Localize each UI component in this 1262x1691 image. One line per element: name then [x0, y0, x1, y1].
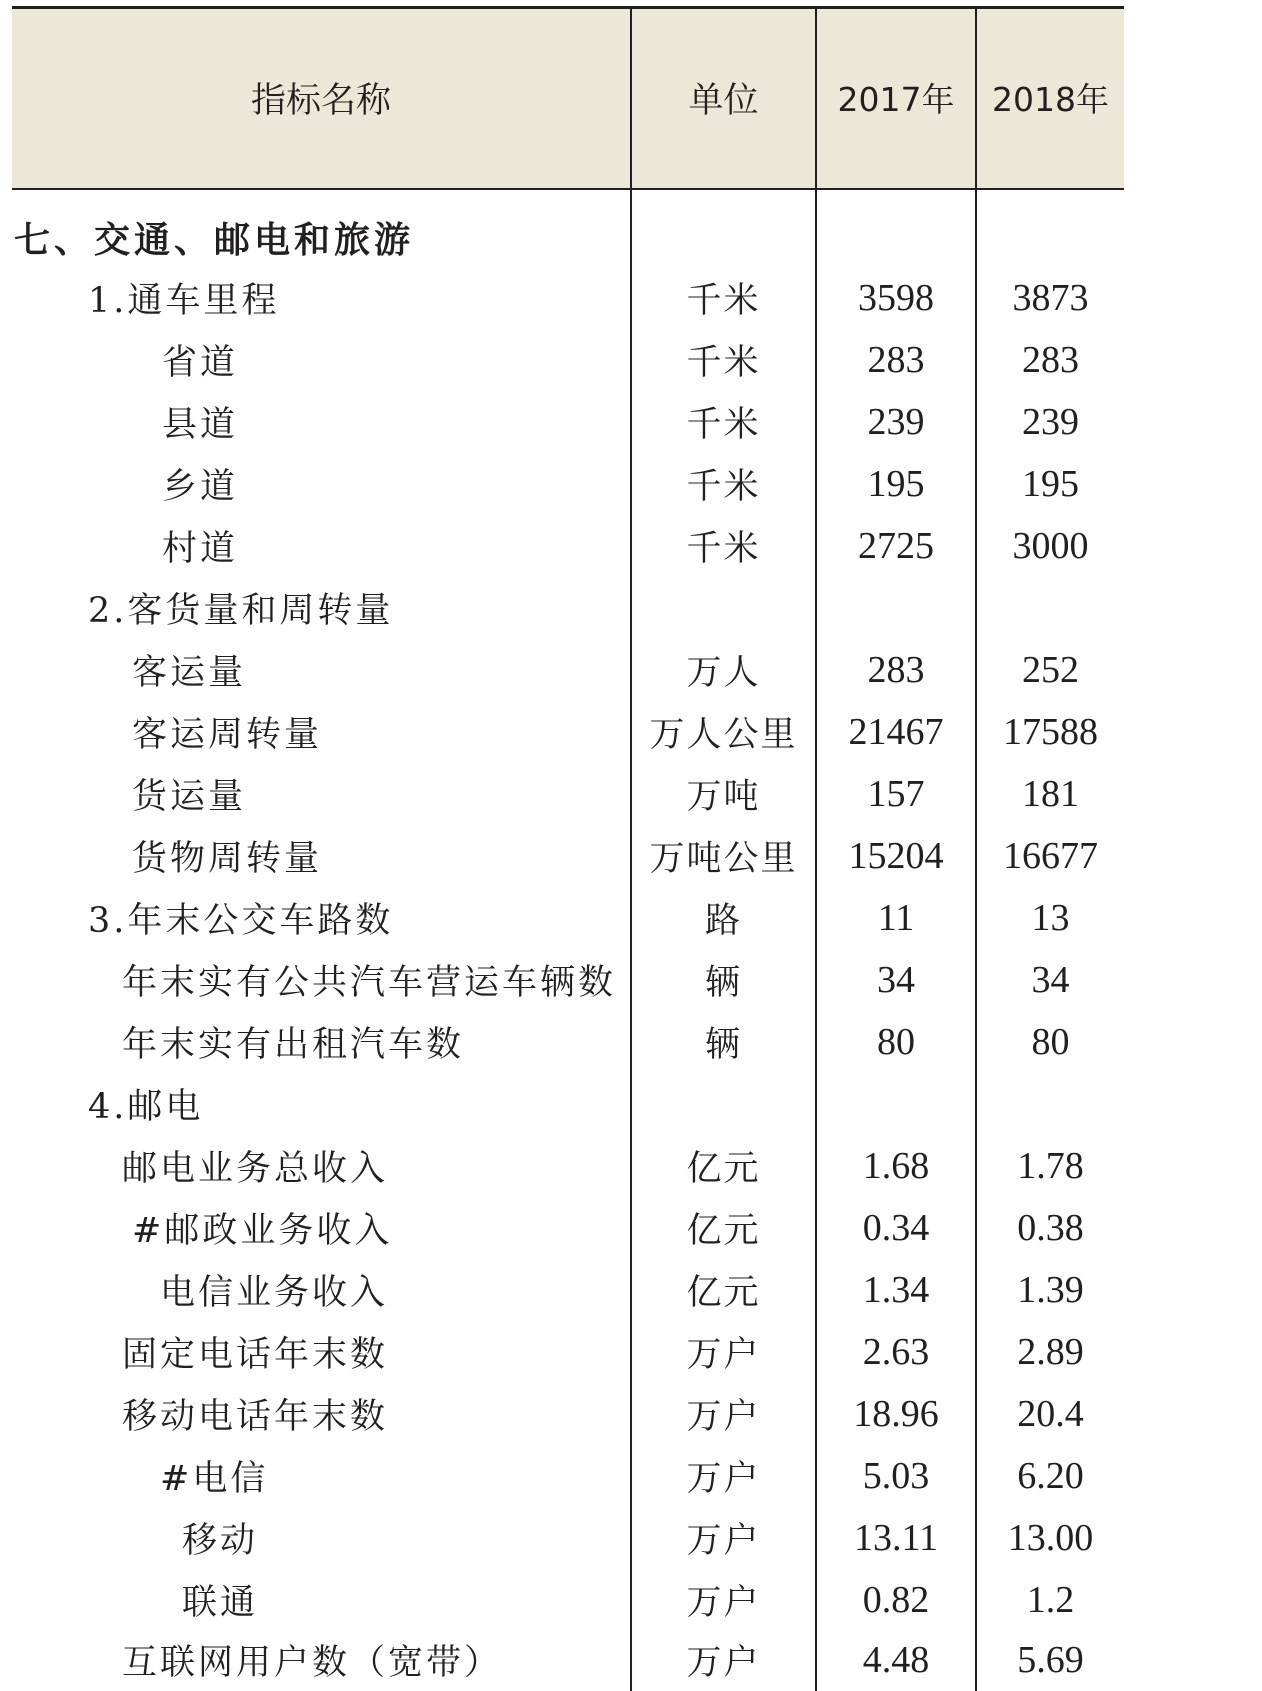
row-value-2017: 2.63 — [862, 1331, 930, 1373]
row-value-2018: 13 — [1031, 897, 1070, 939]
row-value-2017: 18.96 — [853, 1393, 939, 1435]
row-name: 县道 — [162, 405, 239, 445]
row-value-2017: 80 — [877, 1021, 915, 1063]
table-row — [12, 825, 1124, 887]
row-value-2018: 283 — [1022, 339, 1079, 381]
row-value-2017: 1.68 — [862, 1145, 930, 1187]
row-name: #邮政业务收入 — [132, 1211, 393, 1251]
row-unit: 万人公里 — [649, 715, 798, 755]
row-value-2018 — [977, 206, 1124, 268]
row-name: 2.客货量和周转量 — [88, 591, 394, 631]
row-value-2018: 6.20 — [1017, 1455, 1084, 1497]
row-unit: 万户 — [686, 1335, 761, 1375]
table-row — [12, 1011, 1124, 1073]
table-row-section — [12, 206, 1124, 268]
table-row — [12, 1073, 1124, 1135]
row-value-2017: 0.82 — [862, 1579, 930, 1621]
row-name: 移动 — [182, 1521, 259, 1561]
table-row — [12, 1569, 1124, 1631]
header-year-2018: 2018年 — [992, 80, 1109, 119]
table-row — [12, 1321, 1124, 1383]
row-unit: 万人 — [686, 653, 761, 693]
row-name: 货物周转量 — [132, 839, 323, 879]
row-unit: 万户 — [686, 1583, 761, 1623]
row-unit: 万吨 — [686, 777, 761, 817]
table-row — [12, 1507, 1124, 1569]
row-name: 邮电业务总收入 — [122, 1149, 389, 1189]
table-header-bottom-rule — [12, 188, 1124, 190]
row-value-2018: 5.69 — [1017, 1639, 1084, 1681]
row-unit: 万户 — [686, 1459, 761, 1499]
row-value-2017: 2725 — [858, 525, 934, 567]
row-name: 3.年末公交车路数 — [88, 901, 394, 941]
row-value-2017: 5.03 — [862, 1455, 930, 1497]
row-unit: 千米 — [686, 529, 761, 569]
table-row — [12, 1629, 1124, 1691]
row-value-2018: 13.00 — [1007, 1517, 1094, 1559]
row-name: 货运量 — [132, 777, 247, 817]
row-name: 互联网用户数（宽带） — [122, 1643, 503, 1683]
row-name: 4.邮电 — [88, 1087, 204, 1127]
row-unit: 亿元 — [686, 1149, 761, 1189]
row-value-2017: 11 — [877, 897, 915, 939]
table-row — [12, 391, 1124, 453]
row-unit: 万户 — [686, 1643, 761, 1683]
row-name: 电信业务收入 — [160, 1273, 389, 1313]
row-value-2018: 16677 — [1003, 835, 1098, 877]
row-value-2017: 283 — [867, 339, 925, 381]
row-value-2018: 3873 — [1012, 277, 1089, 319]
table-row — [12, 701, 1124, 763]
row-name: 年末实有出租汽车数 — [122, 1025, 465, 1065]
row-unit: 千米 — [686, 343, 761, 383]
row-value-2017: 0.34 — [862, 1207, 930, 1249]
row-value-2018: 17588 — [1003, 711, 1098, 753]
row-value-2018: 1.39 — [1017, 1269, 1084, 1311]
row-value-2018: 34 — [1031, 959, 1070, 1001]
row-name: 省道 — [162, 343, 239, 383]
header-unit: 单位 — [688, 80, 759, 121]
row-value-2018: 80 — [1031, 1021, 1070, 1063]
row-unit: 辆 — [704, 1025, 742, 1065]
table-row — [12, 639, 1124, 701]
table-row — [12, 949, 1124, 1011]
row-value-2017: 157 — [867, 773, 925, 815]
row-unit: 亿元 — [686, 1273, 761, 1313]
row-name: #电信 — [160, 1459, 269, 1499]
row-value-2017: 239 — [867, 401, 925, 443]
row-name: 客运周转量 — [132, 715, 323, 755]
row-name: 移动电话年末数 — [122, 1397, 389, 1437]
row-unit: 千米 — [686, 405, 761, 445]
row-value-2018: 252 — [1022, 649, 1079, 691]
table-row — [12, 453, 1124, 515]
row-value-2017: 4.48 — [862, 1639, 930, 1681]
row-name: 乡道 — [162, 467, 239, 507]
table-row — [12, 577, 1124, 639]
row-value-2018: 20.4 — [1017, 1393, 1084, 1435]
row-value-2017: 13.11 — [853, 1517, 939, 1559]
table-row — [12, 267, 1124, 329]
row-value-2017: 3598 — [858, 277, 934, 319]
row-unit: 万户 — [686, 1397, 761, 1437]
row-value-2018: 2.89 — [1017, 1331, 1084, 1373]
row-unit: 千米 — [686, 467, 761, 507]
table-row — [12, 1445, 1124, 1507]
row-unit — [632, 1073, 815, 1135]
header-year-2017: 2017年 — [837, 80, 955, 119]
row-name: 客运量 — [132, 653, 247, 693]
row-name: 固定电话年末数 — [122, 1335, 389, 1375]
row-name: 1.通车里程 — [88, 281, 280, 321]
table-row — [12, 1259, 1124, 1321]
row-value-2017: 34 — [877, 959, 915, 1001]
row-value-2018: 3000 — [1012, 525, 1089, 567]
row-unit — [632, 206, 815, 268]
row-value-2017 — [817, 577, 975, 639]
row-value-2017 — [817, 1073, 975, 1135]
row-value-2017 — [817, 206, 975, 268]
row-value-2017: 15204 — [848, 835, 944, 877]
row-value-2018: 1.2 — [1026, 1579, 1075, 1621]
row-unit: 辆 — [704, 963, 742, 1003]
table-row — [12, 1197, 1124, 1259]
row-value-2018 — [977, 1073, 1124, 1135]
row-name: 七、交通、邮电和旅游 — [14, 218, 415, 261]
row-name: 联通 — [182, 1583, 259, 1623]
row-unit: 万户 — [686, 1521, 761, 1561]
row-name: 年末实有公共汽车营运车辆数 — [122, 963, 617, 1003]
table-row — [12, 763, 1124, 825]
row-value-2017: 195 — [867, 463, 925, 505]
row-unit: 亿元 — [686, 1211, 761, 1251]
row-unit: 千米 — [686, 281, 761, 321]
table-row — [12, 515, 1124, 577]
header-indicator-name: 指标名称 — [250, 80, 391, 121]
table-row — [12, 887, 1124, 949]
row-value-2017: 21467 — [848, 711, 944, 753]
row-value-2017: 283 — [867, 649, 925, 691]
row-name: 村道 — [162, 529, 239, 569]
row-value-2018: 181 — [1022, 773, 1079, 815]
row-value-2017: 1.34 — [862, 1269, 930, 1311]
table-row — [12, 1383, 1124, 1445]
row-unit: 万吨公里 — [649, 839, 798, 879]
table-row — [12, 1135, 1124, 1197]
row-value-2018: 195 — [1022, 463, 1079, 505]
row-value-2018: 0.38 — [1017, 1207, 1084, 1249]
row-unit — [632, 577, 815, 639]
row-unit: 路 — [704, 901, 742, 941]
row-value-2018 — [977, 577, 1124, 639]
table-row — [12, 329, 1124, 391]
row-value-2018: 239 — [1022, 401, 1079, 443]
row-value-2018: 1.78 — [1017, 1145, 1084, 1187]
